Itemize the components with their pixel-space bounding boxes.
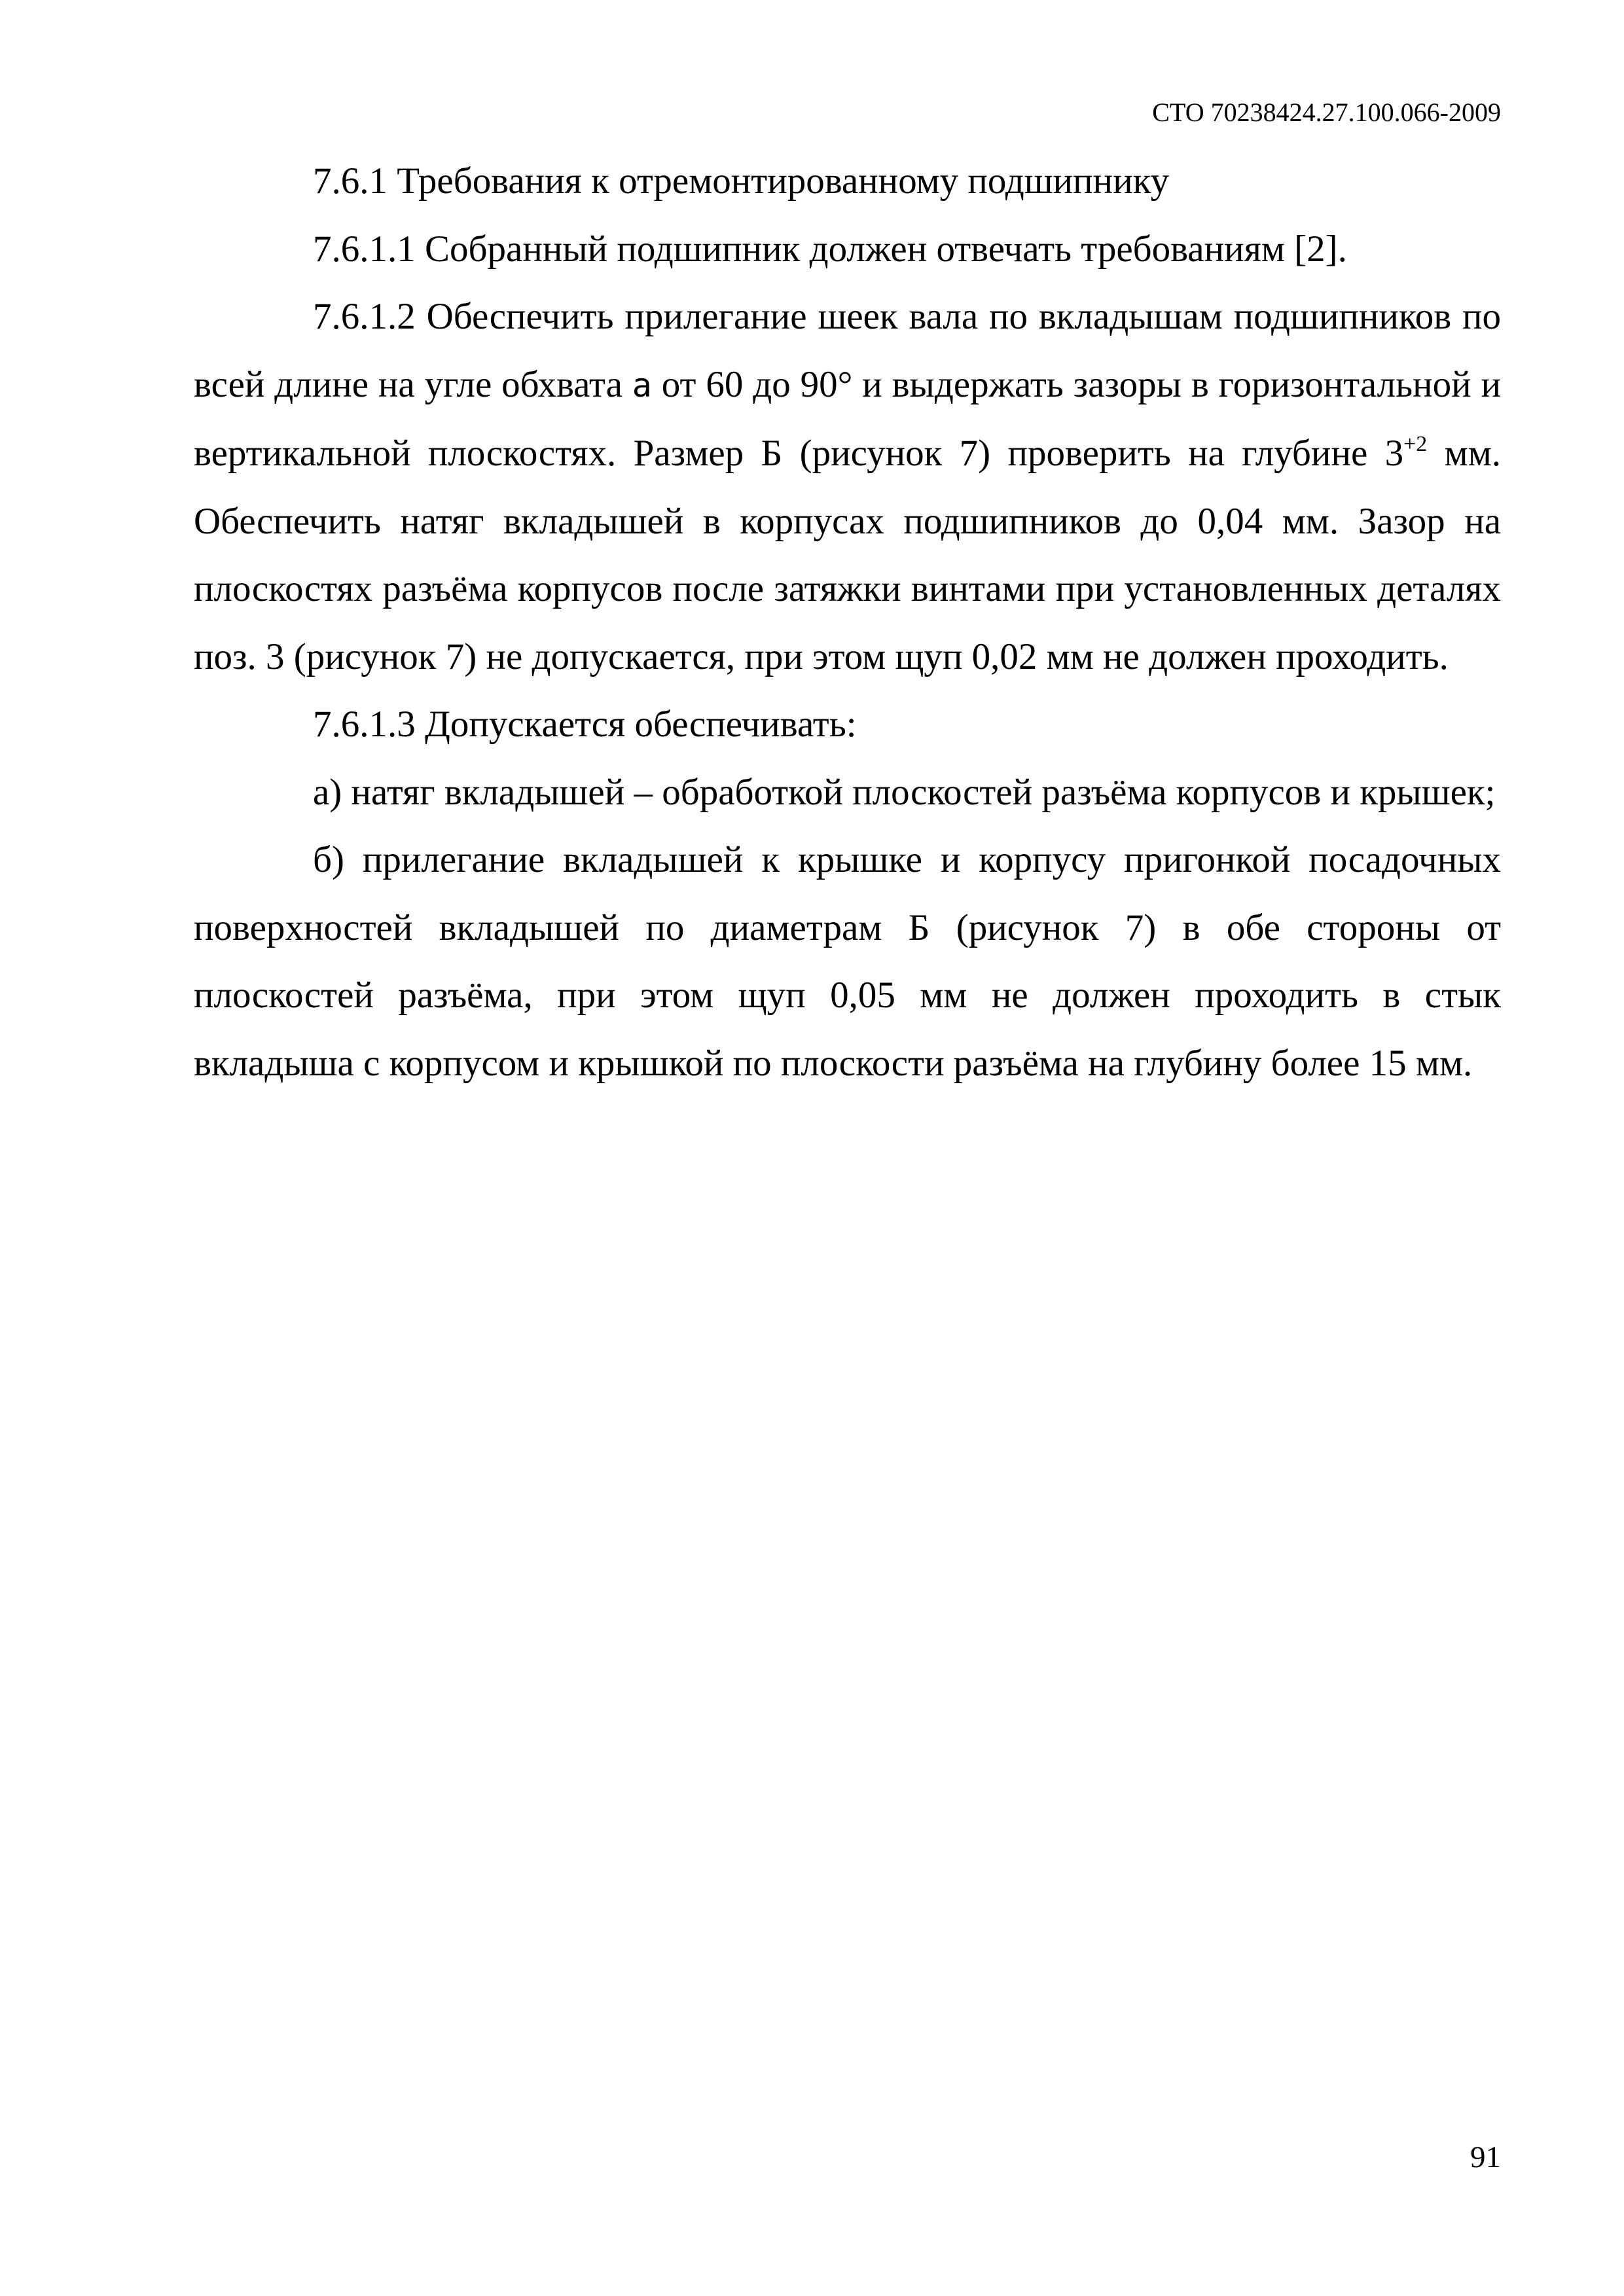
list-item-a: а) натяг вкладышей – обработкой плоскостей разъёма корпусов и крышек; — [313, 771, 1496, 813]
document-code: СТО 70238424.27.100.066-2009 — [1152, 98, 1501, 127]
paragraph-7-6-1-1: 7.6.1.1 Собранный подшипник должен отвечать требованиям [2]. — [313, 228, 1347, 270]
paragraph-7-6-1-2-part3: мм. Обеспечить натяг вкладышей в корпусах подшипников до 0,04 мм. Зазор на плоскостях разъёма корпусов после затяжки винтами при установленных деталях поз. 3 (рисунок 7) не допускается, при этом щуп 0,02 мм не должен проходить. — [194, 433, 1511, 677]
paragraph-7-6-1-2-part1: 7.6.1.2 Обеспечить прилегание шеек вала по вкладышам подшипников по всей длине на угле обхвата — [194, 296, 1511, 405]
paragraph-7-6-1-2 — [194, 283, 1511, 691]
tolerance-superscript: +2 — [1403, 431, 1428, 456]
alpha-symbol: a — [632, 366, 652, 404]
paragraph-7-6-1-2-part2: от 60 до 90° и выдержать зазоры в горизонтальной и вертикальной плоскостях. Размер Б (рисунок 7) проверить на глубине 3 — [194, 363, 1511, 474]
section-heading-7-6-1: 7.6.1 Требования к отремонтированному подшипнику — [313, 160, 1170, 202]
list-item-b: б) прилегание вкладышей к крышке и корпусу пригонкой посадочных поверхностей вкладышей по диаметрам Б (рисунок 7) в обе стороны от плоскостей разъёма, при этом щуп 0,05 мм не должен проходить в стык вкладыша с корпусом и крышкой по плоскости разъёма на глубину более 15 мм. — [194, 839, 1511, 1084]
document-body — [194, 147, 1511, 1097]
page-number: 91 — [1470, 2140, 1501, 2174]
paragraph-7-6-1-3: 7.6.1.3 Допускается обеспечивать: — [313, 704, 857, 745]
